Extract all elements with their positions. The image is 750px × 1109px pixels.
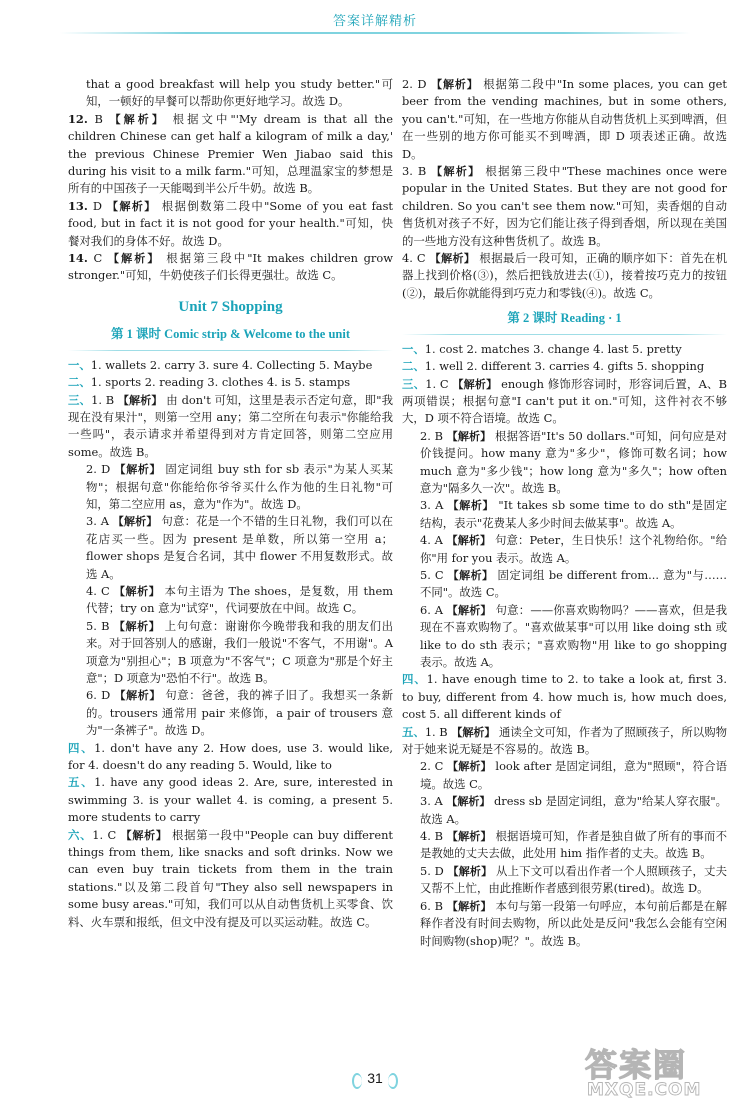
question-number: 14. bbox=[68, 251, 88, 266]
analysis-marker: 【解析】 bbox=[431, 78, 479, 91]
analysis-marker: 【解析】 bbox=[108, 252, 161, 266]
watermark-logo bbox=[585, 1040, 735, 1102]
section-number: 六、 bbox=[68, 827, 93, 842]
answer-section bbox=[68, 357, 393, 374]
answer-section bbox=[68, 740, 393, 775]
answer-section bbox=[402, 724, 727, 759]
answer-text: 1. B 【解析】 由 don't 可知，这里是表示否定句意，即"我现在没有果汁"，则第一空用 any；第二空所在句表示"你能给我一些吗"，表示请求并希望得到对方肯定回答，则第二空应用 some。故选 B。 bbox=[68, 392, 393, 459]
unit-title: Unit 7 Shopping bbox=[178, 298, 283, 315]
analysis-marker: 【解析】 bbox=[447, 864, 493, 878]
analysis-marker: 【解析】 bbox=[109, 112, 166, 126]
section-number: 二、 bbox=[68, 375, 91, 390]
lesson-divider bbox=[402, 334, 727, 335]
answer-text: 6. B 【解析】 本句与第一段第一句呼应，本句前后都是在解释作者没有时间去购物，所以此处是反问"我怎么会能有空闲时间购物(shop)呢？"。故选 B。 bbox=[420, 898, 727, 948]
answer-text: 3. B 【解析】 根据第三段中"These machines once were popular in the United States. But they are not good for children. So you can't see them now."可知，卖香烟的自动售货机对孩子不好，因为它们能让孩子得到香烟，所以现在美国的一些地方没有这种售货机了。故选 B。 bbox=[402, 164, 727, 248]
lesson-title: 第 1 课时 Comic strip & Welcome to the unit bbox=[111, 327, 350, 342]
answer-item bbox=[68, 583, 393, 618]
answer-item bbox=[402, 250, 727, 302]
answer-text: 5. C 【解析】 固定词组 be different from... 意为"与……不同"。故选 C。 bbox=[420, 567, 728, 600]
analysis-marker: 【解析】 bbox=[113, 619, 161, 633]
answer-text: D 【解析】 根据倒数第二段中"Some of you eat fast food, but in fact it is not good for your health."可知，快餐对我们的身体不好。故选 D。 bbox=[68, 198, 394, 248]
answer-text: C 【解析】 根据第三段中"It makes children grow stronger."可知，牛奶使孩子们长得更强壮。故选 C。 bbox=[68, 251, 393, 283]
answer-text: 2. B 【解析】 根据答语"It's 50 dollars."可知，问句应是对价钱提问。how many 意为"多少"，修饰可数名词；how much 意为"多少钱"；how long 意为"多久"；how often 意为"隔多久一次"。故选 B。 bbox=[420, 428, 728, 495]
answer-text: that a good breakfast will help you study better."可知，一顿好的早餐可以帮助你更好地学习。故选 D。 bbox=[86, 77, 393, 109]
analysis-marker: 【解析】 bbox=[431, 165, 481, 179]
analysis-marker: 【解析】 bbox=[446, 603, 492, 617]
analysis-marker: 【解析】 bbox=[112, 515, 158, 529]
analysis-marker: 【解析】 bbox=[120, 828, 168, 842]
answer-text: 1. C 【解析】 根据第一段中"People can buy different things from them, like snacks and soft drinks. Now we can even buy train tickets from them in the train stations."以及第二段首句"They also sell newspapers in some busy areas."可知，我们可以从自动售货机上买零食、饮料、火车票和报纸，但文中没有提及可以买运动鞋。故选 C。 bbox=[68, 827, 394, 929]
answer-item bbox=[68, 618, 393, 688]
analysis-marker: 【解析】 bbox=[117, 393, 163, 407]
analysis-marker: 【解析】 bbox=[446, 795, 491, 809]
page-header bbox=[0, 0, 750, 44]
analysis-marker: 【解析】 bbox=[446, 830, 492, 844]
answer-item bbox=[402, 428, 727, 498]
answer-item bbox=[402, 898, 727, 950]
answer-text: 1. well 2. different 3. carries 4. gifts 5. shopping bbox=[424, 359, 705, 374]
answer-item bbox=[402, 602, 727, 672]
answer-text: 1. don't have any 2. How does, use 3. would like, for 4. doesn't do any reading 5. Would, like to bbox=[68, 740, 393, 773]
answer-item bbox=[68, 111, 393, 198]
answer-text: 5. B 【解析】 上句句意：谢谢你今晚带我和我的朋友们出来。对于回答别人的感谢，我们一般说"不客气，不用谢"。A 项意为"别担心"；B 项意为"不客气"；C 项意为"那是个好主意"；D 项意为"恐怕不行"。故选 B。 bbox=[86, 618, 394, 685]
analysis-marker: 【解析】 bbox=[446, 429, 492, 443]
header-divider bbox=[60, 32, 690, 34]
answer-text: 2. C 【解析】 look after 是固定词组，意为"照顾"，符合语境。故选 C。 bbox=[420, 759, 728, 791]
answer-text: 4. A 【解析】 句意：Peter，生日快乐！这个礼物给你。"给你"用 for you 表示。故选 A。 bbox=[420, 533, 727, 565]
answer-text: 3. A 【解析】 dress sb 是固定词组，意为"给某人穿衣服"。故选 A。 bbox=[420, 794, 728, 826]
answer-section bbox=[68, 374, 393, 391]
analysis-marker: 【解析】 bbox=[451, 725, 496, 739]
answer-section bbox=[402, 358, 727, 375]
answer-item bbox=[68, 250, 393, 285]
answer-item bbox=[68, 461, 393, 513]
answer-text: 2. D 【解析】 根据第二段中"In some places, you can get beer from the vending machines, but in some others, you can't."可知，在一些地方你能从自动售货机上买到啤酒，但在一些别的地方你可能买不到啤酒，即 D 项表述正确。故选 D。 bbox=[402, 77, 727, 161]
answer-text: 1. cost 2. matches 3. change 4. last 5. pretty bbox=[424, 341, 682, 356]
section-number: 一、 bbox=[402, 341, 425, 356]
answer-item bbox=[402, 76, 727, 163]
answer-text: 1. sports 2. reading 3. clothes 4. is 5. stamps bbox=[90, 375, 351, 390]
answer-item bbox=[68, 513, 393, 583]
answer-text: B 【解析】 根据文中"'My dream is that all the children Chinese can get half a kilogram of milk a day,' the previous Chinese Premier Wen Jiabao said this during his visit to a milk farm."可知，总理温家宝的梦想是所有的中国孩子一天能喝到半公斤牛奶。故选 B。 bbox=[68, 111, 393, 196]
analysis-marker: 【解析】 bbox=[447, 568, 494, 582]
answer-text: 6. A 【解析】 句意：——你喜欢购物吗？——喜欢，但是我现在不喜欢购物了。"喜欢做某事"可以用 like doing sth 或 like to do sth 表示；"喜欢购物"用 like to go shopping 表示。故选 A。 bbox=[420, 602, 728, 669]
lesson-title: 第 2 课时 Reading · 1 bbox=[507, 311, 622, 326]
section-number: 三、 bbox=[402, 376, 426, 391]
section-number: 二、 bbox=[402, 359, 425, 374]
question-number: 13. bbox=[68, 198, 88, 213]
answer-text: 3. A 【解析】 "It takes sb some time to do sth"是固定结构，表示"花费某人多少时间去做某事"。故选 A。 bbox=[420, 498, 727, 530]
section-number: 一、 bbox=[68, 357, 91, 372]
watermark-logo-text: 答案圈 bbox=[585, 1046, 688, 1084]
analysis-marker: 【解析】 bbox=[429, 252, 476, 266]
watermark-url: MXQE.COM bbox=[587, 1080, 702, 1100]
answer-item bbox=[402, 758, 727, 793]
answer-section bbox=[402, 671, 727, 723]
answer-item bbox=[402, 567, 727, 602]
header-title: 答案详解精析 bbox=[332, 14, 417, 29]
answer-section bbox=[68, 774, 393, 826]
lesson-divider bbox=[68, 350, 393, 351]
answer-text: 1. have enough time to 2. to take a look at, first 3. to buy, different from 4. how much is, how much does, cost 5. all different kinds of bbox=[402, 672, 727, 722]
section-number: 五、 bbox=[68, 775, 95, 790]
analysis-marker: 【解析】 bbox=[114, 463, 162, 477]
analysis-marker: 【解析】 bbox=[446, 534, 492, 548]
answer-text: 2. D 【解析】 固定词组 buy sth for sb 表示"为某人买某物"；根据句意"你能给你爷爷买什么作为他的生日礼物"可知，第二空应用 as，意为"作为"。故选 D。 bbox=[86, 462, 393, 511]
answer-text: 1. C 【解析】 enough 修饰形容词时，形容词后置，A、B 两项错误；根据句意"I can't put it on."可知，这件衬衣不够大，D 项不符合语境。故选 C。 bbox=[402, 376, 727, 426]
answer-item bbox=[68, 76, 393, 111]
answer-text: 6. D 【解析】 句意：爸爸，我的裤子旧了。我想买一条新的。trousers 通常用 pair 来修饰，a pair of trousers 意为"一条裤子"。故选 D。 bbox=[86, 688, 393, 738]
section-number: 四、 bbox=[402, 672, 427, 687]
answer-section bbox=[402, 376, 727, 428]
section-number: 三、 bbox=[68, 392, 92, 407]
answer-section bbox=[68, 392, 393, 462]
answer-text: 4. C 【解析】 根据最后一段可知，正确的顺序如下：首先在机器上找到价格(③)，然后把钱放进去(①)，接着按巧克力的按钮(②)，最后你就能得到巧克力和零钱(④)。故选 C。 bbox=[402, 251, 728, 300]
answer-item bbox=[402, 863, 727, 898]
answer-section bbox=[402, 341, 727, 358]
answer-text: 3. A 【解析】 句意：花是一个不错的生日礼物，我们可以在花店买一些。因为 present 是单数，所以第一空用 a；flower shops 是复合名词，其中 flower 不用复数形式。故选 A。 bbox=[86, 514, 394, 581]
answer-text: 4. C 【解析】 本句主语为 The shoes，是复数，用 them 代替；try on 意为"试穿"，代词要放在中间。故选 C。 bbox=[86, 583, 393, 616]
answer-text: 1. wallets 2. carry 3. sure 4. Collecting 5. Maybe bbox=[90, 357, 373, 372]
answer-text: 5. D 【解析】 从上下文可以看出作者一个人照顾孩子，丈夫又帮不上忙，由此推断作者感到很劳累(tired)。故选 D。 bbox=[420, 863, 728, 896]
left-column bbox=[68, 76, 393, 931]
answer-item bbox=[402, 828, 727, 863]
answer-item bbox=[402, 497, 727, 532]
analysis-marker: 【解析】 bbox=[446, 899, 492, 913]
section-number: 四、 bbox=[68, 740, 95, 755]
analysis-marker: 【解析】 bbox=[447, 760, 492, 774]
answer-text: 1. B 【解析】 通读全文可知，作者为了照顾孩子，所以购物对于她来说无疑是不容易的。故选 B。 bbox=[402, 724, 727, 757]
analysis-marker: 【解析】 bbox=[114, 689, 162, 703]
answer-item bbox=[68, 198, 393, 250]
answer-section bbox=[68, 827, 393, 931]
section-number: 五、 bbox=[402, 724, 425, 739]
answer-item bbox=[402, 532, 727, 567]
page-number: 31 bbox=[350, 1070, 400, 1086]
analysis-marker: 【解析】 bbox=[452, 377, 498, 391]
right-column bbox=[402, 76, 727, 950]
analysis-marker: 【解析】 bbox=[113, 584, 161, 598]
answer-text: 1. have any good ideas 2. Are, sure, interested in swimming 3. is your wallet 4. is coming, a present 5. more students to carry bbox=[68, 775, 393, 825]
analysis-marker: 【解析】 bbox=[447, 499, 495, 513]
answer-item bbox=[402, 793, 727, 828]
question-number: 12. bbox=[68, 111, 88, 126]
answer-item bbox=[402, 163, 727, 250]
analysis-marker: 【解析】 bbox=[107, 199, 157, 213]
answer-item bbox=[68, 687, 393, 739]
answer-text: 4. B 【解析】 根据语境可知，作者是独自做了所有的事而不是教她的丈夫去做，此处用 him 指作者的丈夫。故选 B。 bbox=[420, 829, 727, 861]
